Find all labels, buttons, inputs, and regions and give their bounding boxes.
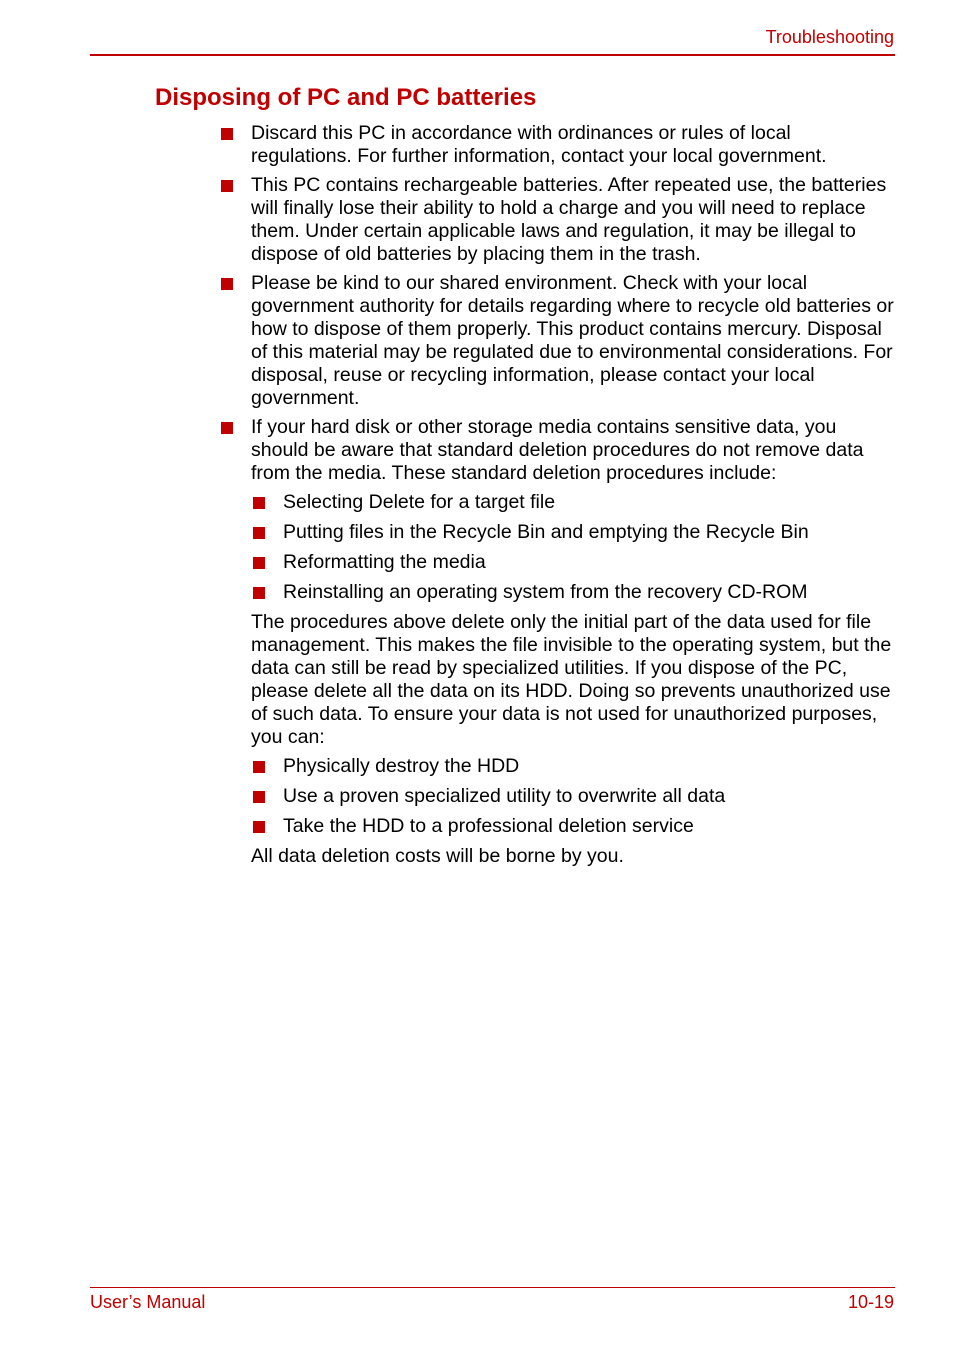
closing-note: All data deletion costs will be borne by you. bbox=[251, 845, 624, 867]
section-title: Disposing of PC and PC batteries bbox=[155, 84, 537, 111]
square-bullet-icon bbox=[253, 527, 265, 539]
sub-list-item-text: Putting files in the Recycle Bin and emptying the Recycle Bin bbox=[283, 521, 809, 543]
sub-list-item-text: Take the HDD to a professional deletion service bbox=[283, 815, 694, 837]
sub-list-item-text: Selecting Delete for a target file bbox=[283, 491, 556, 513]
running-header: Troubleshooting bbox=[765, 27, 894, 47]
footer-title: User’s Manual bbox=[90, 1292, 206, 1312]
square-bullet-icon bbox=[221, 128, 233, 140]
header-rule bbox=[90, 54, 895, 56]
square-bullet-icon bbox=[253, 761, 265, 773]
square-bullet-icon bbox=[253, 497, 265, 509]
sub-list-item-text: Reformatting the media bbox=[283, 551, 486, 573]
square-bullet-icon bbox=[253, 557, 265, 569]
sub-list-item bbox=[251, 521, 894, 544]
sub-list-item bbox=[251, 551, 894, 574]
list-item bbox=[219, 272, 894, 410]
list-item bbox=[219, 174, 894, 266]
list-item bbox=[219, 122, 894, 168]
list-item bbox=[219, 416, 894, 485]
procedures-note: The procedures above delete only the initial part of the data used for file management. This makes the file invisible to the operating system, but the data can still be read by specialized utilities. If you dispose of the PC, please delete all the data on its HDD. Doing so prevents unauthorized use of such data. To ensure your data is not used for unauthorized purposes, you can: bbox=[251, 611, 892, 748]
square-bullet-icon bbox=[253, 821, 265, 833]
footer-rule bbox=[90, 1287, 895, 1288]
square-bullet-icon bbox=[253, 587, 265, 599]
square-bullet-icon bbox=[221, 278, 233, 290]
sub-list-item-text: Physically destroy the HDD bbox=[283, 755, 520, 777]
page-number: 10-19 bbox=[847, 1292, 894, 1312]
sub-list-item bbox=[251, 785, 894, 808]
list-item-text: This PC contains rechargeable batteries. After repeated use, the batteries will finally lose their ability to hold a charge and you will need to replace them. Under certain applicable laws and regulation, it may be illegal to dispose of old batteries by placing them in the trash. bbox=[251, 174, 887, 265]
sub-list-item-text: Reinstalling an operating system from the recovery CD-ROM bbox=[283, 581, 808, 603]
square-bullet-icon bbox=[221, 422, 233, 434]
sub-list-item bbox=[251, 815, 894, 838]
sub-list-item bbox=[251, 755, 894, 778]
sub-list-item-text: Use a proven specialized utility to overwrite all data bbox=[283, 785, 726, 807]
list-item-text: Discard this PC in accordance with ordinances or rules of local regulations. For further information, contact your local government. bbox=[251, 122, 827, 167]
list-item-text: If your hard disk or other storage media contains sensitive data, you should be aware that standard deletion procedures do not remove data from the media. These standard deletion procedures include: bbox=[251, 416, 864, 484]
list-item-text: Please be kind to our shared environment. Check with your local government authority for details regarding where to recycle old batteries or how to dispose of them properly. This product contains mercury. Disposal of this material may be regulated due to environmental considerations. For disposal, reuse or recycling information, please contact your local government. bbox=[251, 272, 894, 409]
square-bullet-icon bbox=[253, 791, 265, 803]
page-content bbox=[219, 122, 894, 874]
sub-list-item bbox=[251, 581, 894, 604]
sub-list-item bbox=[251, 491, 894, 514]
square-bullet-icon bbox=[221, 180, 233, 192]
